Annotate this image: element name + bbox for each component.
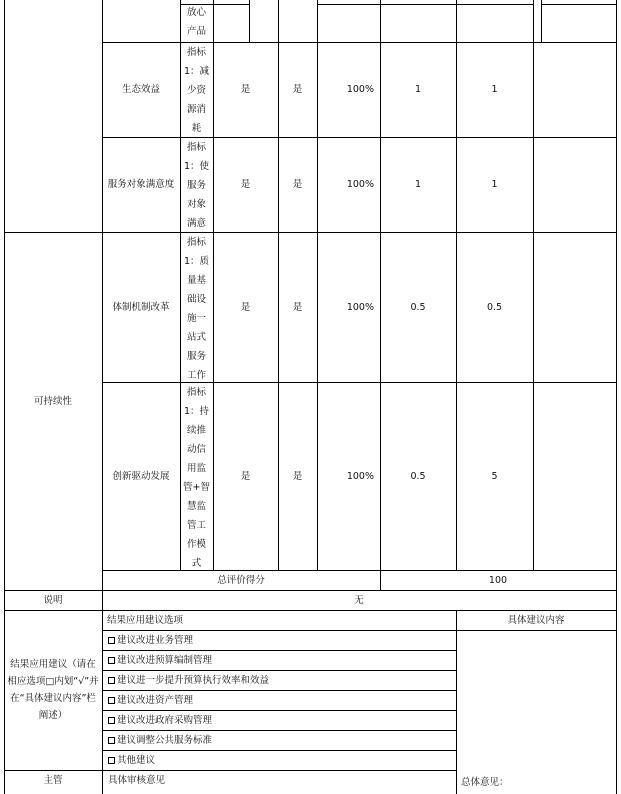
explanation-label: 说明 <box>43 594 63 606</box>
option-improve-business[interactable]: 建议改进业务管理 <box>103 630 456 650</box>
box-top <box>317 4 380 5</box>
weight: 0.5 <box>410 470 426 482</box>
overall-opinion-label: 总体意见： <box>461 776 509 788</box>
secondary-indicator: 服务对象满意度 <box>107 179 175 190</box>
supervisor-label: 主管 <box>43 774 63 786</box>
secondary-indicator: 创新驱动发展 <box>112 470 170 482</box>
explanation-value: 无 <box>354 594 364 606</box>
secondary-indicator: 生态效益 <box>121 84 160 95</box>
option-improve-assets[interactable]: 建议改进资产管理 <box>103 690 456 710</box>
box-line <box>541 0 542 42</box>
category-sustainability: 可持续性 <box>33 395 72 407</box>
score: 1 <box>491 179 498 190</box>
completion-rate: 100% <box>346 84 374 95</box>
suggestions-label: 结果应用建议（请在相应选项□内划“√”并在“具体建议内容”栏阐述） <box>7 659 99 721</box>
border-right <box>616 0 617 794</box>
option-improve-budget[interactable]: 建议改进预算编制管理 <box>103 650 456 670</box>
completion-rate: 100% <box>346 179 374 190</box>
border-left <box>4 0 5 794</box>
score: 0.5 <box>486 301 503 313</box>
box-line <box>249 0 250 42</box>
total-score-value: 100 <box>488 574 508 586</box>
annual-target: 是 <box>240 470 251 482</box>
secondary-indicator: 体制机制改革 <box>112 301 170 313</box>
weight: 1 <box>414 84 422 95</box>
checkbox[interactable] <box>108 697 115 704</box>
checkbox[interactable] <box>108 637 115 644</box>
weight: 0.5 <box>410 301 426 313</box>
annual-target: 是 <box>240 179 251 190</box>
weight: 1 <box>414 179 422 190</box>
checkbox[interactable] <box>108 717 115 724</box>
content-header: 具体建议内容 <box>507 614 565 626</box>
option-improve-procurement[interactable]: 建议改进政府采购管理 <box>103 710 456 730</box>
indicator-cell: 指标 1：使 服务 对象 满意 <box>183 142 210 229</box>
score: 5 <box>491 470 498 482</box>
annual-target: 是 <box>240 84 251 95</box>
checkbox[interactable] <box>108 677 115 684</box>
options-header: 结果应用建议选项 <box>107 614 184 626</box>
indicator-cell: 指标 1：质 量基 础设 施一 站式 服务 工作 <box>183 237 210 381</box>
completion-rate: 100% <box>346 301 374 313</box>
review-header: 具体审核意见 <box>108 774 166 786</box>
col-line <box>533 0 534 570</box>
option-other[interactable]: 其他建议 <box>103 750 456 770</box>
completion-rate: 100% <box>346 470 374 482</box>
box-top <box>380 4 456 5</box>
option-improve-efficiency[interactable]: 建议进一步提升预算执行效率和效益 <box>103 670 456 690</box>
actual-value: 是 <box>292 84 303 95</box>
total-score-label: 总评价得分 <box>217 574 265 586</box>
col-line <box>456 610 457 794</box>
box-top <box>456 4 533 5</box>
indicator-cell: 指标 1：持 续推 动信 用监 管+智 慧监 管工 作模 式 <box>183 387 210 569</box>
checkbox[interactable] <box>108 657 115 664</box>
actual-value: 是 <box>292 179 303 190</box>
actual-value: 是 <box>292 470 303 482</box>
checkbox[interactable] <box>108 757 115 764</box>
indicator-cell: 指标 1：减 少资 源消 耗 <box>183 47 210 134</box>
indicator-cell: 放心 产品 <box>186 7 206 37</box>
actual-value: 是 <box>292 301 303 313</box>
box-top <box>541 4 616 5</box>
annual-target: 是 <box>240 301 251 313</box>
checkbox[interactable] <box>108 737 115 744</box>
score: 1 <box>491 84 498 95</box>
option-adjust-standard[interactable]: 建议调整公共服务标准 <box>103 730 456 750</box>
